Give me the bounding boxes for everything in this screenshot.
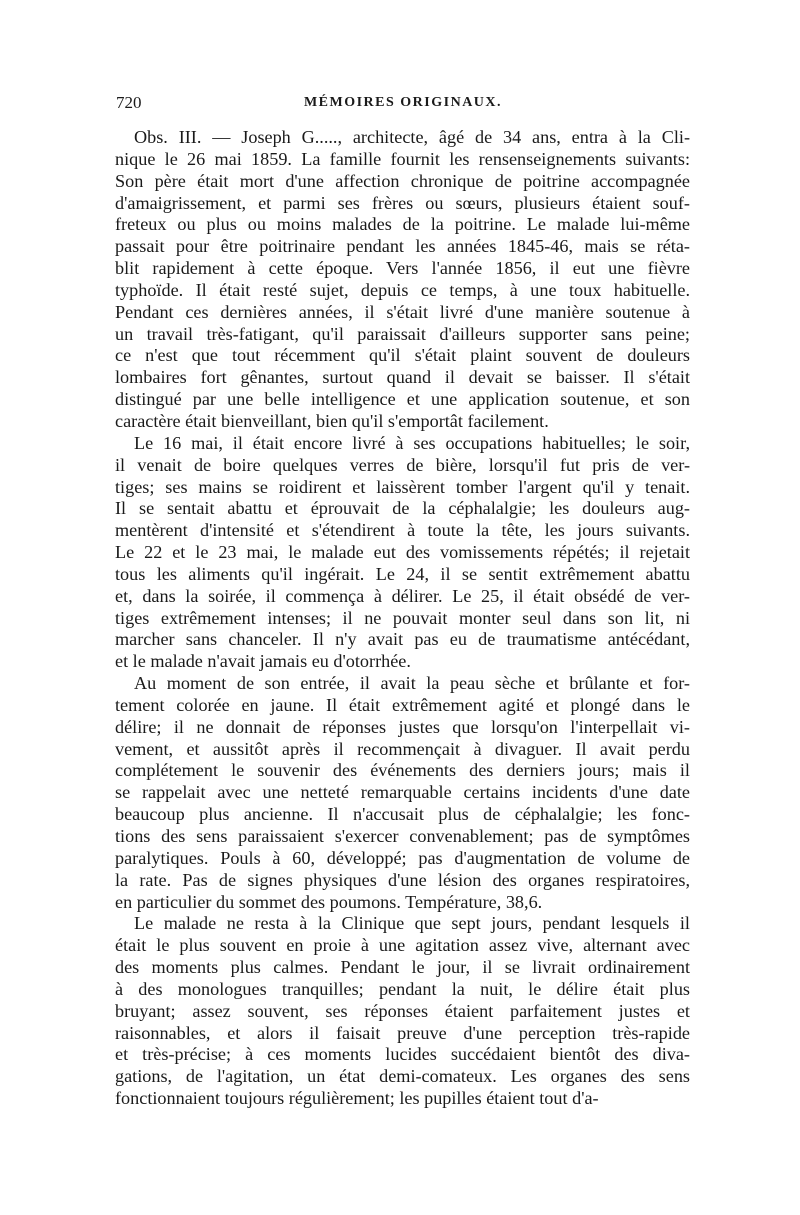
text-line: en particulier du sommet des poumons. Température, 38,6. [115,891,543,912]
running-title: MÉMOIRES ORIGINAUX. [303,95,503,110]
text-line: paralytiques. Pouls à 60, développé; pas d'augmentation de volume de [115,847,690,868]
text-line: mentèrent d'intensité et s'étendirent à toute la tête, les jours suivants. [115,520,690,541]
text-line: se rappelait avec une netteté remarquable certains incidents d'une date [115,782,690,803]
page-number: 720 [116,93,142,112]
body-text [115,127,690,1110]
text-line: Pendant ces dernières années, il s'était livré d'une manière soutenue à [115,301,690,322]
text-line: caractère était bienveillant, bien qu'il s'emportât facilement. [115,410,549,431]
text-line: Il se sentait abattu et éprouvait de la céphalalgie; les douleurs aug- [115,498,690,519]
text-line: et le malade n'avait jamais eu d'otorrhée. [115,651,411,672]
text-line: blit rapidement à cette époque. Vers l'année 1856, il eut une fièvre [115,258,690,279]
text-line: un travail très-fatigant, qu'il paraissait d'ailleurs supporter sans peine; [115,323,690,344]
text-line: il venait de boire quelques verres de bière, lorsqu'il fut pris de ver- [115,454,690,475]
text-line: complétement le souvenir des événements des derniers jours; mais il [115,760,690,781]
text-line: freteux ou plus ou moins malades de la poitrine. Le malade lui-même [115,214,690,235]
page-header [116,90,690,116]
text-line: marcher sans chanceler. Il n'y avait pas eu de traumatisme antécédant, [115,629,690,650]
text-line: Au moment de son entrée, il avait la peau sèche et brûlante et for- [134,673,690,694]
text-line: lombaires fort gênantes, surtout quand il devait se baisser. Il s'était [115,367,690,388]
text-line: typhoïde. Il était resté sujet, depuis ce temps, à une toux habituelle. [115,279,690,300]
text-line: et très-précise; à ces moments lucides succédaient bientôt des diva- [115,1044,690,1065]
text-line: tement colorée en jaune. Il était extrêmement agité et plongé dans le [115,694,690,715]
text-line: Le 16 mai, il était encore livré à ses occupations habituelles; le soir, [134,432,690,453]
text-line: Le 22 et le 23 mai, le malade eut des vomissements répétés; il rejetait [115,542,690,563]
text-line: raisonnables, et alors il faisait preuve d'une perception très-rapide [115,1022,690,1043]
text-line: d'amaigrissement, et parmi ses frères ou sœurs, plusieurs étaient souf- [115,192,690,213]
text-line: Le malade ne resta à la Clinique que sept jours, pendant lesquels il [134,913,690,934]
text-line: délire; il ne donnait de réponses justes que lorsqu'on l'interpellait vi- [115,716,690,737]
text-line: à des monologues tranquilles; pendant la nuit, le délire était plus [115,978,690,999]
text-line: la rate. Pas de signes physiques d'une lésion des organes respiratoires, [115,869,690,890]
text-line: gations, de l'agitation, un état demi-comateux. Les organes des sens [115,1066,690,1087]
text-line: bruyant; assez souvent, ses réponses étaient parfaitement justes et [115,1000,690,1021]
text-line: vement, et aussitôt après il recommençait à divaguer. Il avait perdu [115,738,690,759]
text-line: était le plus souvent en proie à une agitation assez vive, alternant avec [115,935,690,956]
text-line: ce n'est que tout récemment qu'il s'était plaint souvent de douleurs [115,345,690,366]
text-line: tions des sens paraissaient s'exercer convenablement; pas de symptômes [115,826,690,846]
text-line: tiges extrêmement intenses; il ne pouvait monter seul dans son lit, ni [115,607,690,628]
text-line: Obs. III. — Joseph G....., architecte, âgé de 34 ans, entra à la Cli- [134,127,690,147]
text-line: Son père était mort d'une affection chronique de poitrine accompagnée [115,170,690,191]
text-line: distingué par une belle intelligence et une application soutenue, et son [115,389,690,410]
text-line: nique le 26 mai 1859. La famille fournit les rensenseignements suivants: [115,148,690,169]
text-line: tiges; ses mains se roidirent et laissèrent tomber l'argent qu'il y tenait. [115,476,690,497]
text-line: tous les aliments qu'il ingérait. Le 24, il se sentit extrêmement abattu [115,563,690,584]
text-line: et, dans la soirée, il commença à délirer. Le 25, il était obsédé de ver- [115,585,690,606]
text-line: des moments plus calmes. Pendant le jour, il se livrait ordinairement [115,957,690,978]
text-line: passait pour être poitrinaire pendant les années 1845-46, mais se réta- [115,236,690,257]
text-line: beaucoup plus ancienne. Il n'accusait plus de céphalalgie; les fonc- [115,804,690,825]
text-line: fonctionnaient toujours régulièrement; les pupilles étaient tout d'a- [115,1088,599,1109]
